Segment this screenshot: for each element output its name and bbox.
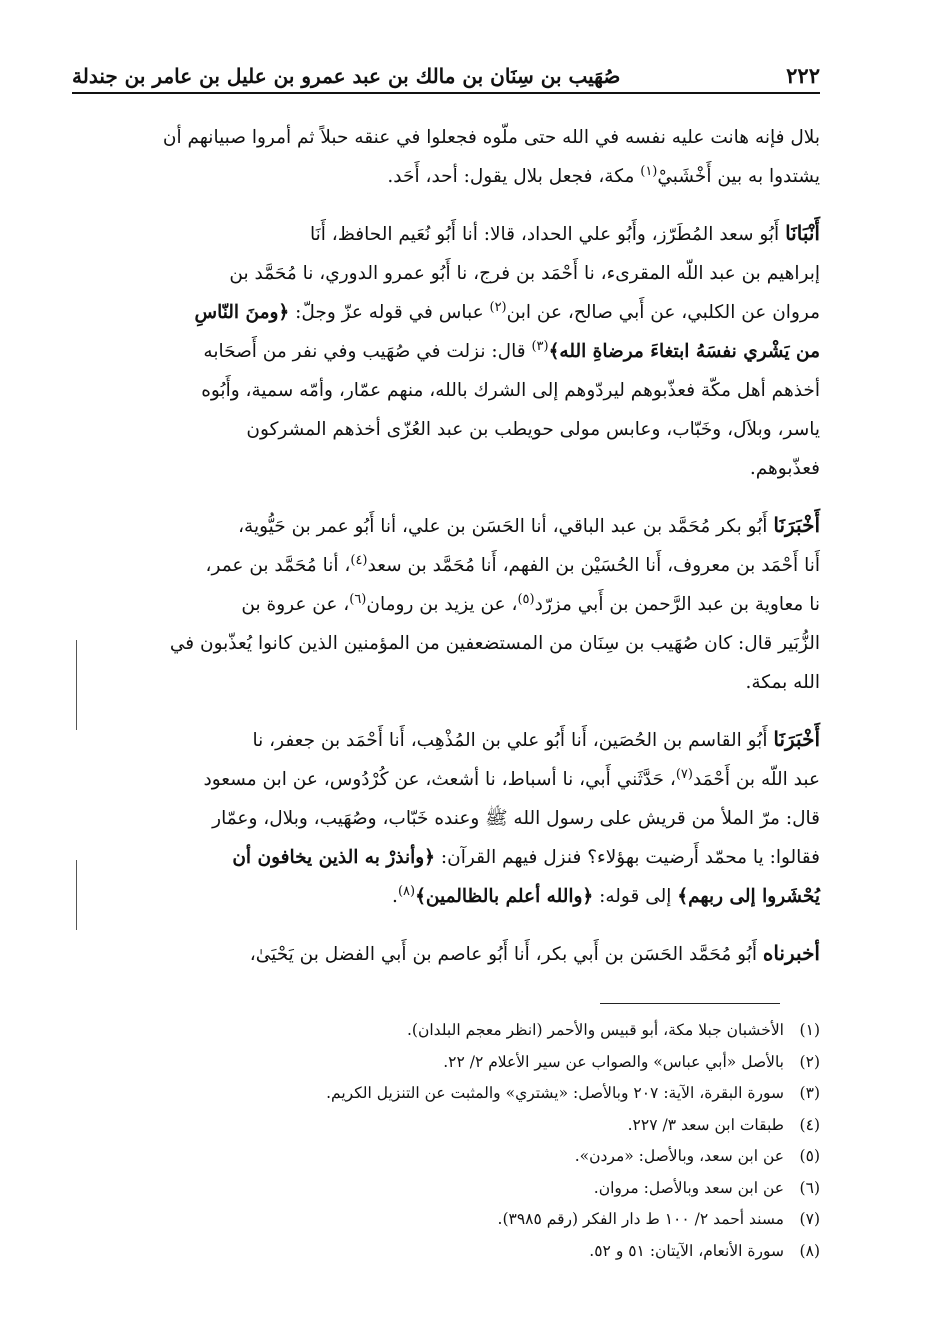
footnote-text: بالأصل «أبي عباس» والصواب عن سير الأعلام ٢/ ٢٢. [443, 1052, 784, 1071]
footnote-rule [600, 1003, 780, 1004]
page-header [72, 48, 820, 88]
text-line [72, 720, 820, 760]
footnote-number: (٣) [799, 1084, 820, 1102]
line-text: أخذهم أهل مكّة فعذّبوهم ليردّوهم إلى الشرك بالله، منهم عمّار، وأمّه سمية، وأَبُوه [201, 380, 820, 401]
line-text: نا معاوية بن عبد الرَّحمن بن أَبي مزرّد [534, 594, 820, 615]
footnote-text: الأخشبان جبلا مكة، أبو قبيس والأحمر (انظر معجم البلدان). [407, 1021, 784, 1039]
footnote-ref: (٢) [489, 299, 507, 315]
footnote-number: (٦) [799, 1178, 820, 1197]
quran-verse: ﴿وأنذرْ به الذين يخافون أن [232, 847, 436, 868]
text-line [72, 799, 820, 838]
footnote-item [120, 1018, 820, 1043]
footnote-item [120, 1176, 820, 1201]
footnote-text: طبقات ابن سعد ٣/ ٢٢٧. [627, 1115, 784, 1134]
footnote-text: مسند أحمد ٢/ ١٠٠ ط دار الفكر (رقم ٣٩٨٥). [497, 1210, 784, 1228]
running-title: صُهَيب بن سِنَان بن مالك بن عبد عمرو بن عليل بن عامر بن جندلة [72, 64, 621, 88]
text-line [72, 663, 820, 702]
page-number: ٢٢٢ [786, 63, 820, 88]
paragraph [72, 118, 820, 196]
paragraph-lead-word: أَخْبَرَنَا [773, 513, 820, 537]
paragraph [72, 934, 820, 974]
footnote-number: (٧) [799, 1210, 820, 1228]
footnote-text: عن ابن سعد وبالأصل: مروان. [593, 1178, 784, 1197]
footnotes [120, 1018, 820, 1270]
paragraph-lead-word: أَخْبَرَنَا [773, 727, 820, 751]
footnote-item [120, 1207, 820, 1232]
line-text: ، أنا مُحَمَّد بن عمر، [205, 555, 351, 576]
footnote-number: (٢) [799, 1052, 820, 1071]
scan-edge-mark [76, 640, 77, 730]
paragraph-lead-word: أَنْبَانَا [785, 221, 820, 245]
footnote-ref: (٦) [349, 591, 367, 607]
footnote-item [120, 1050, 820, 1075]
footnote-number: (٥) [799, 1147, 820, 1165]
line-text: الزُّبَير قال: كان صُهَيب بن سِنَان من المستضعفين من المؤمنين الذين كانوا يُعذّبون في [169, 633, 820, 654]
line-text: . [392, 886, 398, 907]
footnote-ref: (٣) [531, 338, 549, 354]
main-text [72, 118, 820, 992]
line-text: قال: مرّ الملأ من قريش على رسول الله ﷺ وعنده خَبّاب، وصُهَيب، وبلال، وعمّار [212, 808, 820, 829]
paragraph-lead-word: أخبرناه [762, 941, 820, 965]
footnote-text: عن ابن سعد، وبالأصل: «مردن». [574, 1147, 784, 1165]
text-line [72, 332, 820, 371]
footnote-text: سورة الأنعام، الآيتان: ٥١ و ٥٢. [589, 1241, 784, 1260]
footnote-item [120, 1239, 820, 1264]
text-line [72, 118, 820, 157]
footnote-text: سورة البقرة، الآية: ٢٠٧ وبالأصل: «يشتري» والمثبت عن التنزيل الكريم. [326, 1084, 784, 1102]
line-text: أَبُو القاسم بن الحُصَين، أَنا أَبُو علي بن المُذْهِب، أَنا أَحْمَد بن جعفر، نا [252, 730, 774, 751]
text-line [72, 760, 820, 799]
footnote-ref: (٤) [350, 552, 368, 568]
paragraph [72, 506, 820, 702]
line-text: أَبُو مُحَمَّد الحَسَن بن أَبي بكر، أَنا أَبُو عاصم بن أَبي الفضل بن يَحْيَىٰ، [249, 944, 763, 965]
quran-verse: يُحْشَروا إلى ربهم﴾ [677, 886, 820, 907]
line-text: ، حَدَّثَني أَبي، نا أسباط، نا أشعث، عن كُرْدُوس، عن ابن مسعود [203, 769, 676, 790]
line-text: بلال فإنه هانت عليه نفسه في الله حتى ملّوه فجعلوا في عنقه حبلاً ثم أمروا صبيانهم أن [162, 127, 820, 148]
line-text: أَبُو بكر مُحَمَّد بن عبد الباقي، أنا الحَسَن بن علي، أنا أَبُو عمر بن حَيُّوية، [238, 516, 774, 537]
line-text: يشتدوا به بين أَخْشَبيْ [657, 166, 820, 187]
footnote-item [120, 1144, 820, 1169]
paragraph [72, 720, 820, 916]
text-line [72, 934, 820, 974]
text-line [72, 410, 820, 449]
text-line [72, 254, 820, 293]
line-text: ياسر، وبلاَل، وخَبّاب، وعابس مولى حويطب بن عبد العُزّى أخذهم المشركون [246, 419, 820, 440]
line-text: مكة، فجعل بلال يقول: أحد، أَحَد. [387, 166, 641, 187]
text-line [72, 877, 820, 916]
text-line [72, 293, 820, 332]
text-line [72, 838, 820, 877]
text-line [72, 157, 820, 196]
footnote-item [120, 1081, 820, 1106]
text-line [72, 585, 820, 624]
line-text: فعذّبوهم. [749, 458, 820, 479]
footnote-ref: (١) [640, 163, 658, 179]
text-line [72, 506, 820, 546]
footnote-ref: (٥) [517, 591, 535, 607]
line-text: عبد اللّه بن أَحْمَد [692, 769, 820, 790]
paragraph [72, 214, 820, 488]
line-text: فقالوا: يا محمّد أَرضيت بهؤلاء؟ فنزل فيهم القرآن: [435, 847, 820, 868]
text-line [72, 624, 820, 663]
footnote-number: (٤) [799, 1115, 820, 1134]
text-line [72, 449, 820, 488]
footnote-ref: (٧) [675, 766, 693, 782]
line-text: قال: نزلت في صُهَيب وفي نفر من أَصحَابه [203, 341, 532, 362]
quran-verse: من يَشْري نفسَهُ ابتغاءَ مرضاةِ الله﴾ [548, 341, 820, 362]
line-text: مروان عن الكلبي، عن أَبي صالح، عن ابن [506, 302, 820, 323]
line-text: ، عن عروة بن [241, 594, 350, 615]
text-line [72, 214, 820, 254]
quran-verse: ﴿ومنَ النّاسِ [194, 302, 290, 323]
line-text: عباس في قوله عزّ وجلّ: [289, 302, 490, 323]
text-line [72, 371, 820, 410]
scan-edge-mark [76, 860, 77, 930]
line-text: إبراهيم بن عبد اللّه المقرىء، نا أَحْمَد بن فرج، نا أَبُو عمرو الدوري، نا مُحَمَّد بن [229, 263, 820, 284]
footnote-number: (١) [799, 1021, 820, 1039]
line-text: الله بمكة. [745, 672, 820, 693]
line-text: ، عن يزيد بن رومان [366, 594, 518, 615]
text-line [72, 546, 820, 585]
line-text: إلى قوله: [593, 886, 678, 907]
quran-verse: ﴿والله أعلم بالظالمين﴾ [415, 886, 594, 907]
header-rule [72, 92, 820, 94]
footnote-item [120, 1113, 820, 1138]
footnote-number: (٨) [799, 1241, 820, 1260]
footnote-ref: (٨) [397, 883, 416, 899]
line-text: أَبُو سعد المُطَرّز، وأَبُو علي الحداد، قالا: أنا أَبُو نُعَيم الحافظ، أَنَا [309, 224, 786, 245]
line-text: أَنا أَحْمَد بن معروف، أَنا الحُسَيْن بن الفهم، أَنا مُحَمَّد بن سعد [367, 555, 820, 576]
